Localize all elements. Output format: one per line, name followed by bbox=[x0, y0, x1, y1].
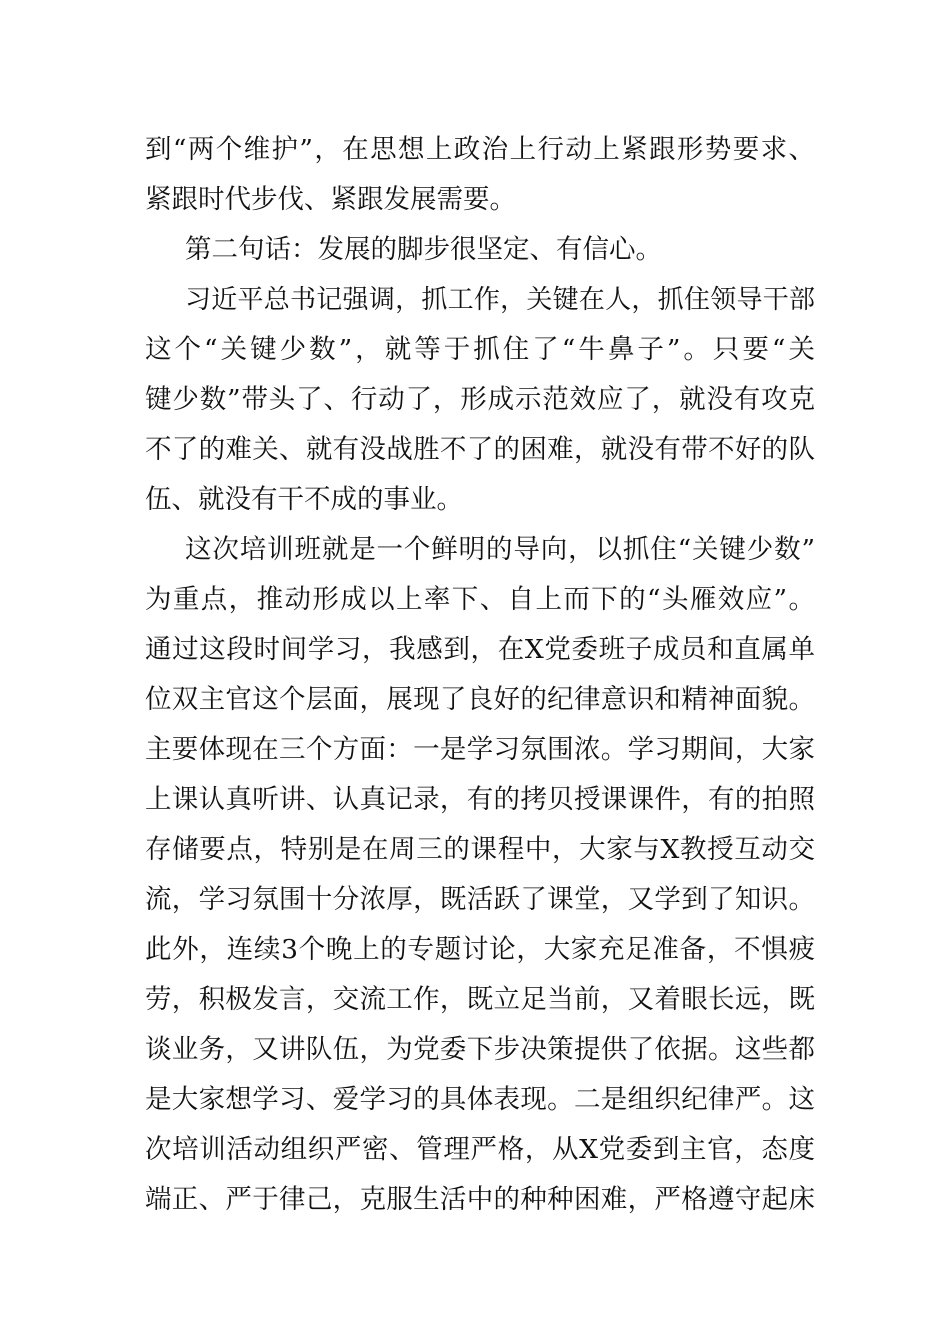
text-line: 端正、严于律己，克服生活中的种种困难，严格遵守起床 bbox=[145, 1184, 815, 1215]
text-line: 这个“关键少数”，就等于抓住了“牛鼻子”。只要“关 bbox=[145, 334, 815, 365]
text-line: 键少数”带头了、行动了，形成示范效应了，就没有攻克 bbox=[145, 384, 815, 415]
text-line: 劳，积极发言，交流工作，既立足当前，又着眼长远，既 bbox=[145, 984, 815, 1015]
text-line: 存储要点，特别是在周三的课程中，大家与X教授互动交 bbox=[145, 834, 815, 865]
text-line: 紧跟时代步伐、紧跟发展需要。 bbox=[145, 184, 516, 215]
text-line: 伍、就没有干不成的事业。 bbox=[145, 484, 463, 515]
text-line: 上课认真听讲、认真记录，有的拷贝授课课件，有的拍照 bbox=[145, 784, 815, 815]
text-line: 不了的难关、就有没战胜不了的困难，就没有带不好的队 bbox=[145, 434, 815, 465]
paragraph-heading: 第二句话：发展的脚步很坚定、有信心。 bbox=[185, 234, 662, 265]
text-line: 通过这段时间学习，我感到，在X党委班子成员和直属单 bbox=[145, 634, 815, 665]
text-line: 此外，连续3个晚上的专题讨论，大家充足准备，不惧疲 bbox=[145, 934, 815, 965]
text-line: 这次培训班就是一个鲜明的导向，以抓住“关键少数” bbox=[185, 534, 815, 565]
text-line: 次培训活动组织严密、管理严格，从X党委到主官，态度 bbox=[145, 1134, 815, 1165]
text-line: 位双主官这个层面，展现了良好的纪律意识和精神面貌。 bbox=[145, 684, 815, 715]
text-line: 主要体现在三个方面：一是学习氛围浓。学习期间，大家 bbox=[145, 734, 815, 765]
text-line: 谈业务，又讲队伍，为党委下步决策提供了依据。这些都 bbox=[145, 1034, 815, 1065]
text-line: 习近平总书记强调，抓工作，关键在人，抓住领导干部 bbox=[185, 285, 815, 315]
text-line: 为重点，推动形成以上率下、自上而下的“头雁效应”。 bbox=[145, 584, 815, 615]
text-line: 流，学习氛围十分浓厚，既活跃了课堂，又学到了知识。 bbox=[145, 884, 815, 915]
text-line: 到“两个维护”，在思想上政治上行动上紧跟形势要求、 bbox=[145, 134, 815, 165]
text-line: 是大家想学习、爱学习的具体表现。二是组织纪律严。这 bbox=[145, 1084, 815, 1115]
